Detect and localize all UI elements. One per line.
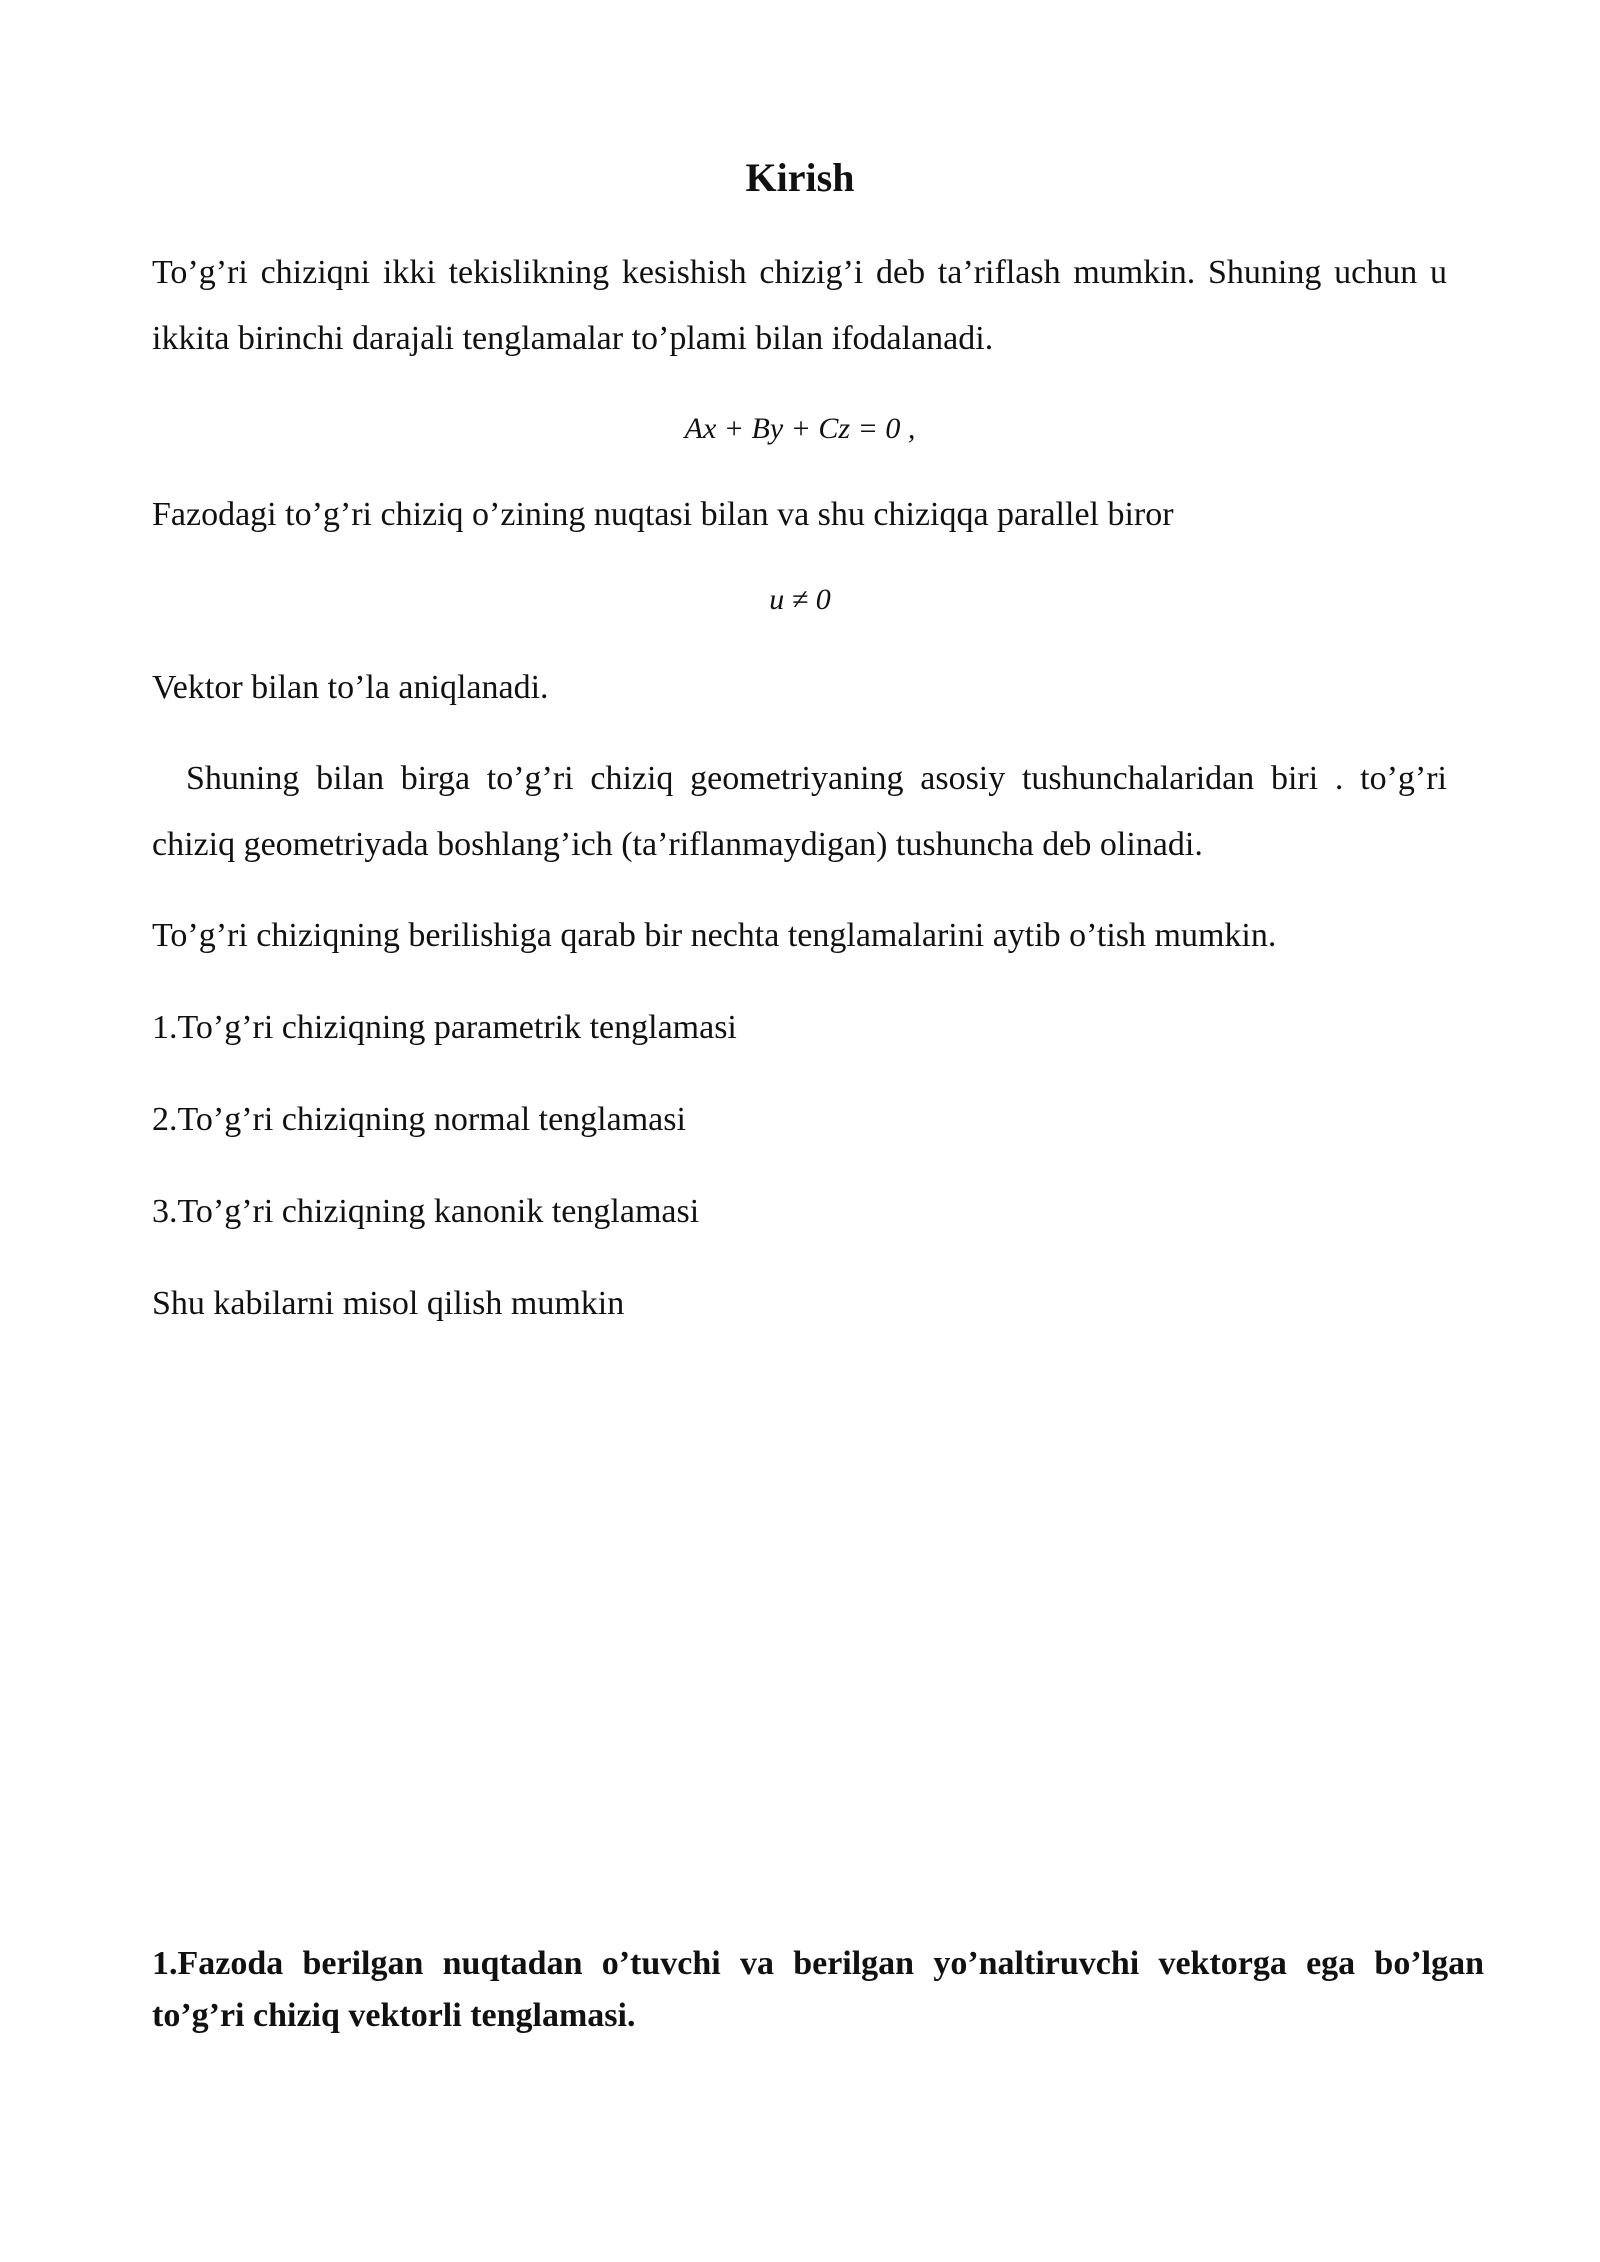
geometry-concept-paragraph: Shuning bilan birga to’g’ri chiziq geometriyaning asosiy tushunchalaridan biri . to’g’ri chiziq geometriyada boshlang’ich (ta’riflanmaydigan) tushuncha deb olinadi. [152, 760, 1447, 863]
equations-intro-paragraph: To’g’ri chiziqning berilishiga qarab bir nechta tenglamalarini aytib o’tish mumkin. [152, 917, 1277, 954]
list-item: 3.To’g’ri chiziqning kanonik tenglamasi [152, 1193, 700, 1230]
vector-paragraph: Vektor bilan to’la aniqlanadi. [152, 669, 549, 706]
list-item: 1.To’g’ri chiziqning parametrik tenglamasi [152, 1009, 737, 1046]
page-title: Kirish [745, 155, 855, 200]
list-item: 2.To’g’ri chiziqning normal tenglamasi [152, 1101, 686, 1138]
section-heading: 1.Fazoda berilgan nuqtadan o’tuvchi va berilgan yo’naltiruvchi vektorga ega bo’lgan to’g’ri chiziq vektorli tenglamasi. [152, 1945, 1484, 2034]
line-definition-paragraph: Fazodagi to’g’ri chiziq o’zining nuqtasi bilan va shu chiziqqa parallel biror [152, 496, 1174, 533]
nonzero-vector-formula: u ≠ 0 [769, 583, 831, 616]
intro-paragraph: To’g’ri chiziqni ikki tekislikning kesishish chizig’i deb ta’riflash mumkin. Shuning uchun u ikkita birinchi darajali tenglamalar to’plami bilan ifodalanadi. [152, 254, 1447, 357]
plane-equation-formula: Ax + By + Cz = 0 , [684, 412, 916, 445]
closing-paragraph: Shu kabilarni misol qilish mumkin [152, 1285, 625, 1322]
